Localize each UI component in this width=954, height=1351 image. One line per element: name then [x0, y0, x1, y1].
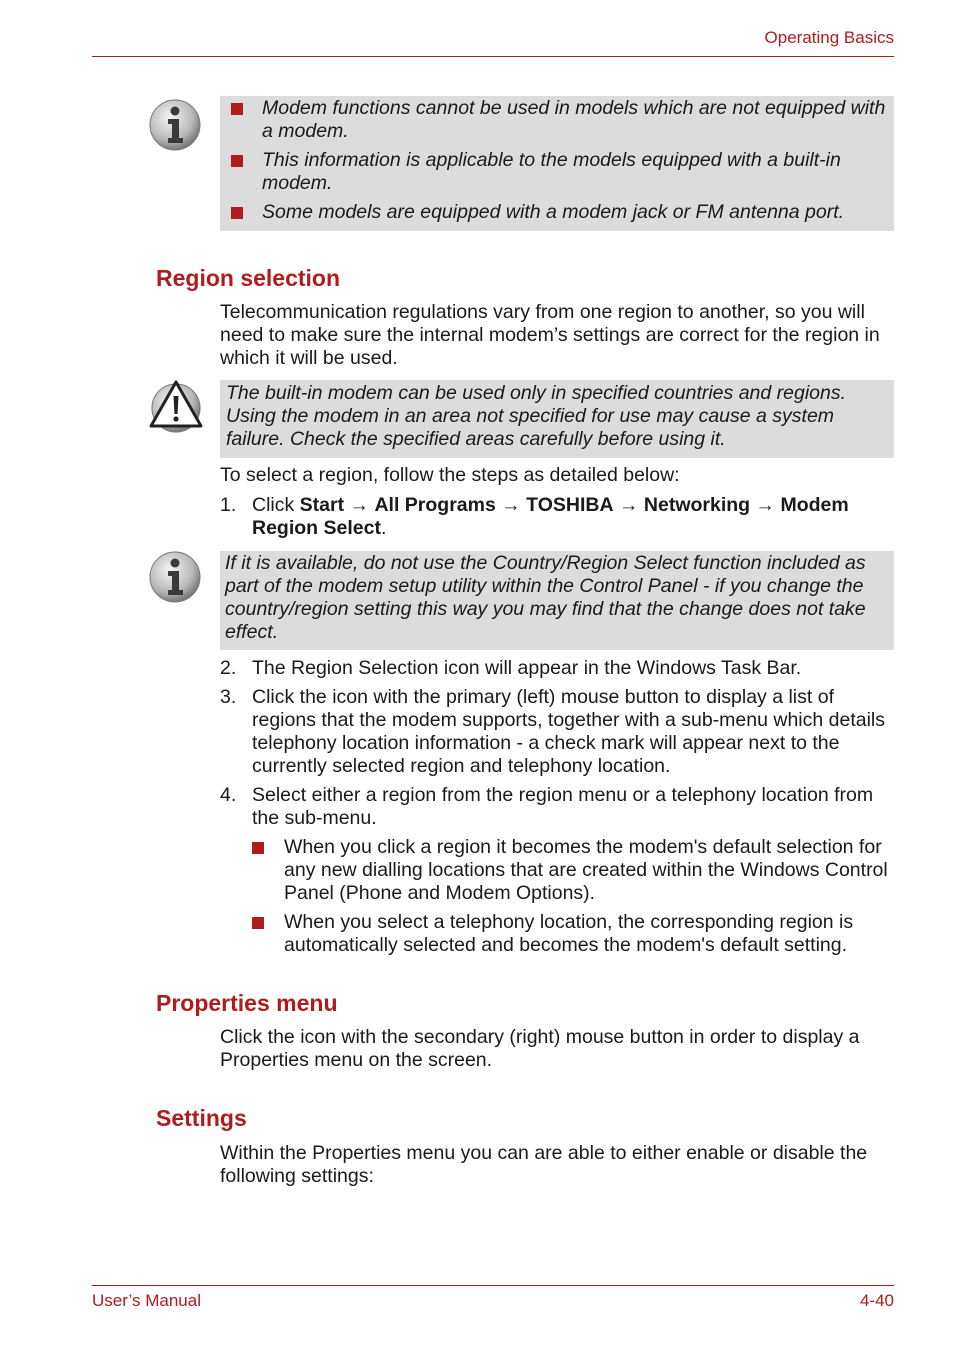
menu-networking: Networking	[643, 494, 751, 516]
info-icon	[148, 98, 202, 157]
arrow-icon: →	[755, 494, 776, 516]
caution-icon	[148, 378, 204, 439]
step-1	[220, 494, 900, 540]
step-text: Click the icon with the primary (left) mouse button to display a list of regions that the modem supports, together with a sub-menu which details telephony location information - a check mark will appear next to the currently selected region and telephony location.	[252, 686, 886, 777]
bullet-square	[231, 155, 243, 167]
note-text: Modem functions cannot be used in models which are not equipped with a modem.	[262, 97, 886, 142]
sub-bullet-text: When you select a telephony location, the corresponding region is automatically selected and becomes the modem's default setting.	[284, 911, 854, 956]
footer-manual-title: User’s Manual	[92, 1291, 201, 1310]
info-text: If it is available, do not use the Country/Region Select function included as part of the modem setup utility within the Control Panel - if you change the country/region setting this way you may find that the change does not take effect.	[225, 552, 866, 643]
steps-intro: To select a region, follow the steps as detailed below:	[220, 464, 680, 486]
bullet-square	[231, 207, 243, 219]
section-heading-properties: Properties menu	[156, 990, 338, 1016]
note-text: This information is applicable to the models equipped with a built-in modem.	[262, 149, 841, 194]
step-4	[220, 784, 900, 830]
list-item	[226, 149, 888, 195]
caution-box	[220, 380, 894, 458]
note-box	[220, 96, 894, 231]
step-number: 3.	[220, 686, 237, 708]
arrow-icon: →	[349, 494, 370, 516]
step-2	[220, 657, 900, 680]
menu-start: Start	[299, 494, 345, 516]
bullet-square	[231, 103, 243, 115]
info-icon	[148, 550, 202, 609]
region-intro: Telecommunication regulations vary from one region to another, so you will need to make sure the internal modem’s settings are correct for the region in which it will be used.	[220, 301, 880, 369]
running-header: Operating Basics	[764, 28, 894, 47]
step-text: The Region Selection icon will appear in the Windows Task Bar.	[252, 657, 802, 679]
step-number: 4.	[220, 784, 237, 806]
menu-all-programs: All Programs	[374, 494, 496, 516]
info-box	[220, 551, 894, 650]
header-rule	[92, 56, 894, 57]
section-heading-region: Region selection	[156, 265, 341, 291]
sub-bullet-text: When you click a region it becomes the modem's default selection for any new dialling locations that are created within the Windows Control Panel (Phone and Modem Options).	[284, 836, 888, 904]
arrow-icon: →	[619, 494, 639, 516]
list-item	[226, 97, 888, 143]
bullet-square	[252, 842, 264, 854]
menu-toshiba: TOSHIBA	[526, 494, 614, 516]
step-period: .	[380, 517, 387, 539]
step-text: Select either a region from the region menu or a telephony location from the sub-menu.	[252, 784, 874, 829]
caution-text: The built-in modem can be used only in specified countries and regions. Using the modem in an area not specified for use may cause a system failure. Check the specified areas carefully before using it.	[226, 382, 847, 450]
step-number: 2.	[220, 657, 237, 679]
step-click-text: Click	[252, 494, 300, 516]
properties-text: Click the icon with the secondary (right) mouse button in order to display a Properties menu on the screen.	[220, 1026, 860, 1071]
note-text: Some models are equipped with a modem jack or FM antenna port.	[262, 201, 845, 223]
section-heading-settings: Settings	[156, 1105, 247, 1131]
settings-text: Within the Properties menu you can are able to either enable or disable the following settings:	[220, 1142, 868, 1187]
menu-modem-region-select: Modem Region Select	[252, 494, 849, 539]
bullet-square	[252, 917, 264, 929]
step-text	[252, 494, 900, 540]
sub-bullet	[252, 836, 892, 905]
footer-rule	[92, 1285, 894, 1286]
sub-bullet	[252, 911, 892, 957]
step-number: 1.	[220, 494, 237, 516]
arrow-icon: →	[501, 494, 521, 516]
step-3	[220, 686, 900, 778]
page-number: 4-40	[859, 1291, 894, 1310]
list-item	[226, 201, 888, 224]
